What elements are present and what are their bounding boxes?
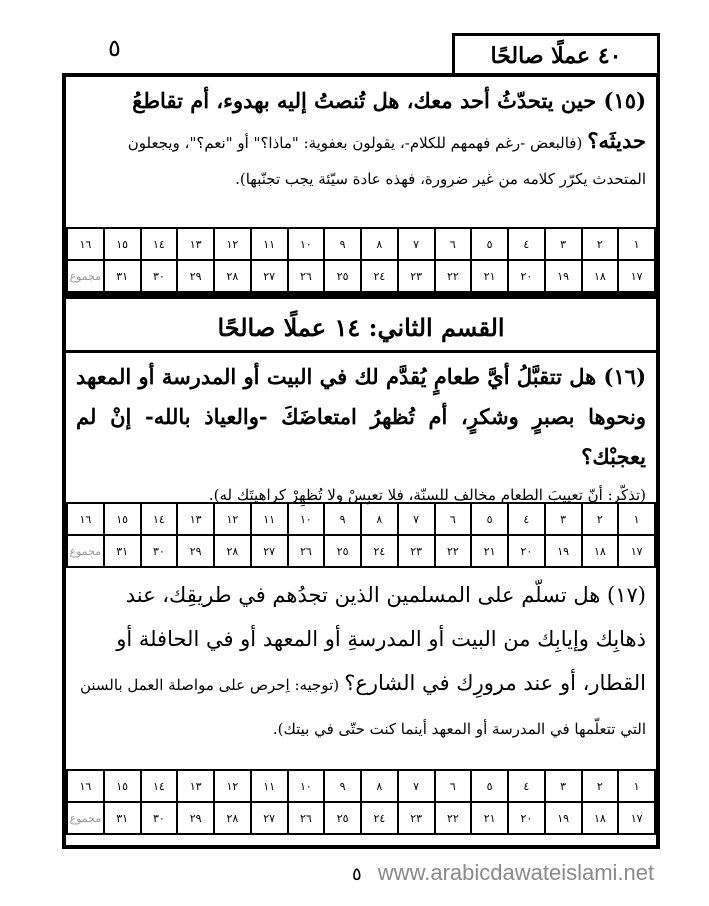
footer: [352, 860, 654, 886]
day-cell[interactable]: ٦: [435, 770, 472, 802]
day-cell[interactable]: ١١: [251, 228, 288, 260]
day-cell[interactable]: ٣١: [104, 535, 141, 567]
day-cell[interactable]: ٢٥: [324, 535, 361, 567]
day-cell[interactable]: ٤: [508, 228, 545, 260]
day-cell[interactable]: ٥: [471, 770, 508, 802]
question-16-text: (١٦) هل تتقبَّلُ أيَّ طعامٍ يُقدَّم لك في البيت أو المدرسة أو المعهد ونحوها بصبرٍ وشكرٍ، أم تُظهرُ امتعاضَكَ -والعياذ بالله- إنْ لم يعجبْك؟: [76, 364, 646, 469]
day-cell[interactable]: ١: [618, 228, 655, 260]
question-17: [66, 569, 656, 799]
day-cell[interactable]: ٣٠: [141, 802, 178, 834]
day-cell[interactable]: ٢٤: [361, 802, 398, 834]
day-cell[interactable]: ١٢: [214, 770, 251, 802]
day-cell[interactable]: ٥: [471, 503, 508, 535]
day-cell[interactable]: ٢٩: [177, 260, 214, 292]
day-cell[interactable]: ١٥: [104, 503, 141, 535]
day-cell[interactable]: ٨: [361, 228, 398, 260]
day-cell[interactable]: ٢٢: [435, 260, 472, 292]
day-cell[interactable]: ٢٦: [288, 260, 325, 292]
day-cell[interactable]: ٢٦: [288, 535, 325, 567]
day-cell[interactable]: ١٥: [104, 228, 141, 260]
book-title-box: [452, 33, 660, 76]
day-cell[interactable]: ١٨: [582, 260, 619, 292]
question-15: [66, 77, 656, 227]
day-cell[interactable]: ١٨: [582, 802, 619, 834]
day-cell[interactable]: ١٦: [67, 503, 104, 535]
day-cell[interactable]: ١٠: [288, 228, 325, 260]
total-cell[interactable]: مجموع: [67, 260, 104, 292]
tracker-table-16: [66, 502, 656, 568]
day-cell[interactable]: ١٩: [545, 535, 582, 567]
day-cell[interactable]: ٦: [435, 503, 472, 535]
day-cell[interactable]: ٧: [398, 503, 435, 535]
day-cell[interactable]: ٢٢: [435, 802, 472, 834]
day-cell[interactable]: ١٣: [177, 770, 214, 802]
day-cell[interactable]: ٢٧: [251, 802, 288, 834]
total-cell[interactable]: مجموع: [67, 802, 104, 834]
book-title: ٤٠ عملًا صالحًا: [490, 43, 622, 69]
day-cell[interactable]: ١٦: [67, 770, 104, 802]
footer-page-number: ٥: [352, 864, 362, 884]
day-cell[interactable]: ١٩: [545, 802, 582, 834]
day-cell[interactable]: ٢١: [471, 535, 508, 567]
day-cell[interactable]: ٣١: [104, 260, 141, 292]
day-cell[interactable]: ١٢: [214, 228, 251, 260]
day-cell[interactable]: ١٤: [141, 770, 178, 802]
day-cell[interactable]: ٢٨: [214, 535, 251, 567]
day-cell[interactable]: ٥: [471, 228, 508, 260]
day-cell[interactable]: ٢٢: [435, 535, 472, 567]
day-cell[interactable]: ١٧: [618, 260, 655, 292]
day-cell[interactable]: ١٣: [177, 228, 214, 260]
day-cell[interactable]: ٣١: [104, 802, 141, 834]
day-cell[interactable]: ٩: [324, 228, 361, 260]
day-cell[interactable]: ٢٠: [508, 260, 545, 292]
day-cell[interactable]: ٩: [324, 770, 361, 802]
day-cell[interactable]: ٢٨: [214, 260, 251, 292]
day-cell[interactable]: ٢٧: [251, 260, 288, 292]
day-cell[interactable]: ٢٤: [361, 260, 398, 292]
day-cell[interactable]: ٢٦: [288, 802, 325, 834]
day-cell[interactable]: ٣: [545, 770, 582, 802]
page-number: ٥: [108, 34, 121, 62]
day-cell[interactable]: ٣: [545, 228, 582, 260]
section-title: القسم الثاني: ١٤ عملًا صالحًا: [217, 313, 505, 342]
day-cell[interactable]: ١٢: [214, 503, 251, 535]
day-cell[interactable]: ٢٩: [177, 802, 214, 834]
day-cell[interactable]: ٧: [398, 770, 435, 802]
day-cell[interactable]: ١٠: [288, 503, 325, 535]
day-cell[interactable]: ٦: [435, 228, 472, 260]
day-cell[interactable]: ٢: [582, 503, 619, 535]
day-cell[interactable]: ١٥: [104, 770, 141, 802]
day-cell[interactable]: ٣٠: [141, 260, 178, 292]
day-cell[interactable]: ٢٨: [214, 802, 251, 834]
day-cell[interactable]: ٢٩: [177, 535, 214, 567]
day-cell[interactable]: ٧: [398, 228, 435, 260]
day-cell[interactable]: ٢٧: [251, 535, 288, 567]
day-cell[interactable]: ٢٣: [398, 260, 435, 292]
question-16-note: (تذكّر: أنّ تعييبَ الطعام مخالف للسنّة، فلا تعبِسْ ولا تُظهِرْ كراهيتَك له).: [208, 486, 646, 504]
day-cell[interactable]: ١: [618, 770, 655, 802]
day-cell[interactable]: ١٨: [582, 535, 619, 567]
day-cell[interactable]: ٤: [508, 770, 545, 802]
day-cell[interactable]: ١: [618, 503, 655, 535]
day-cell[interactable]: ٨: [361, 770, 398, 802]
day-cell[interactable]: ٢: [582, 770, 619, 802]
tracker-table-17: [66, 769, 656, 835]
day-cell[interactable]: ١١: [251, 770, 288, 802]
question-15-note: (فالبعض -رغم فهمهم للكلام-، يقولون بعفوية: "ماذا؟" أو "نعم؟"، ويجعلون المتحدث يكرّر كلامه من غير ضرورة، فهذه عادة سيّئة يجب تجنّبها).: [127, 134, 646, 188]
day-cell[interactable]: ٣٠: [141, 535, 178, 567]
tracker-table-15: [66, 227, 656, 293]
question-15-text: (١٥) حين يتحدّثُ أحد معك، هل تُنصتُ إليه بهدوء، أم تقاطعُ حديثَه؟: [132, 88, 646, 153]
day-cell[interactable]: ٢٠: [508, 535, 545, 567]
question-17-text: (١٧) هل تسلّم على المسلمين الذين تجدُهم في طريقِك، عند ذهابِك وإيابِك من البيت أو المدرسةِ أو المعهد أو في الحافلة أو القطار، أو عند مرورِك في الشارع؟: [116, 583, 646, 695]
footer-url[interactable]: www.arabicdawateislami.net: [377, 860, 655, 885]
day-cell[interactable]: ١٤: [141, 228, 178, 260]
day-cell[interactable]: ٢٣: [398, 802, 435, 834]
day-cell[interactable]: ١٦: [67, 228, 104, 260]
day-cell[interactable]: ٤: [508, 503, 545, 535]
day-cell[interactable]: ٢: [582, 228, 619, 260]
day-cell[interactable]: ١٣: [177, 503, 214, 535]
day-cell[interactable]: ٢٥: [324, 802, 361, 834]
day-cell[interactable]: ٢٥: [324, 260, 361, 292]
day-cell[interactable]: ٢٣: [398, 535, 435, 567]
day-cell[interactable]: ٢١: [471, 802, 508, 834]
day-cell[interactable]: ٨: [361, 503, 398, 535]
total-cell[interactable]: مجموع: [67, 535, 104, 567]
day-cell[interactable]: ١٧: [618, 535, 655, 567]
day-cell[interactable]: ١١: [251, 503, 288, 535]
day-cell[interactable]: ١٤: [141, 503, 178, 535]
day-cell[interactable]: ١٧: [618, 802, 655, 834]
page-frame: [62, 73, 660, 849]
question-16: [66, 353, 656, 503]
day-cell[interactable]: ١٩: [545, 260, 582, 292]
day-cell[interactable]: ٢٠: [508, 802, 545, 834]
day-cell[interactable]: ١٠: [288, 770, 325, 802]
day-cell[interactable]: ٩: [324, 503, 361, 535]
day-cell[interactable]: ٢١: [471, 260, 508, 292]
question-17-note: (توجيه: اِحرص على مواصلة العمل بالسنن التي تتعلّمها في المدرسة أو المعهد أينما كنت حتّى في بيتك).: [79, 676, 646, 738]
day-cell[interactable]: ٣: [545, 503, 582, 535]
day-cell[interactable]: ٢٤: [361, 535, 398, 567]
